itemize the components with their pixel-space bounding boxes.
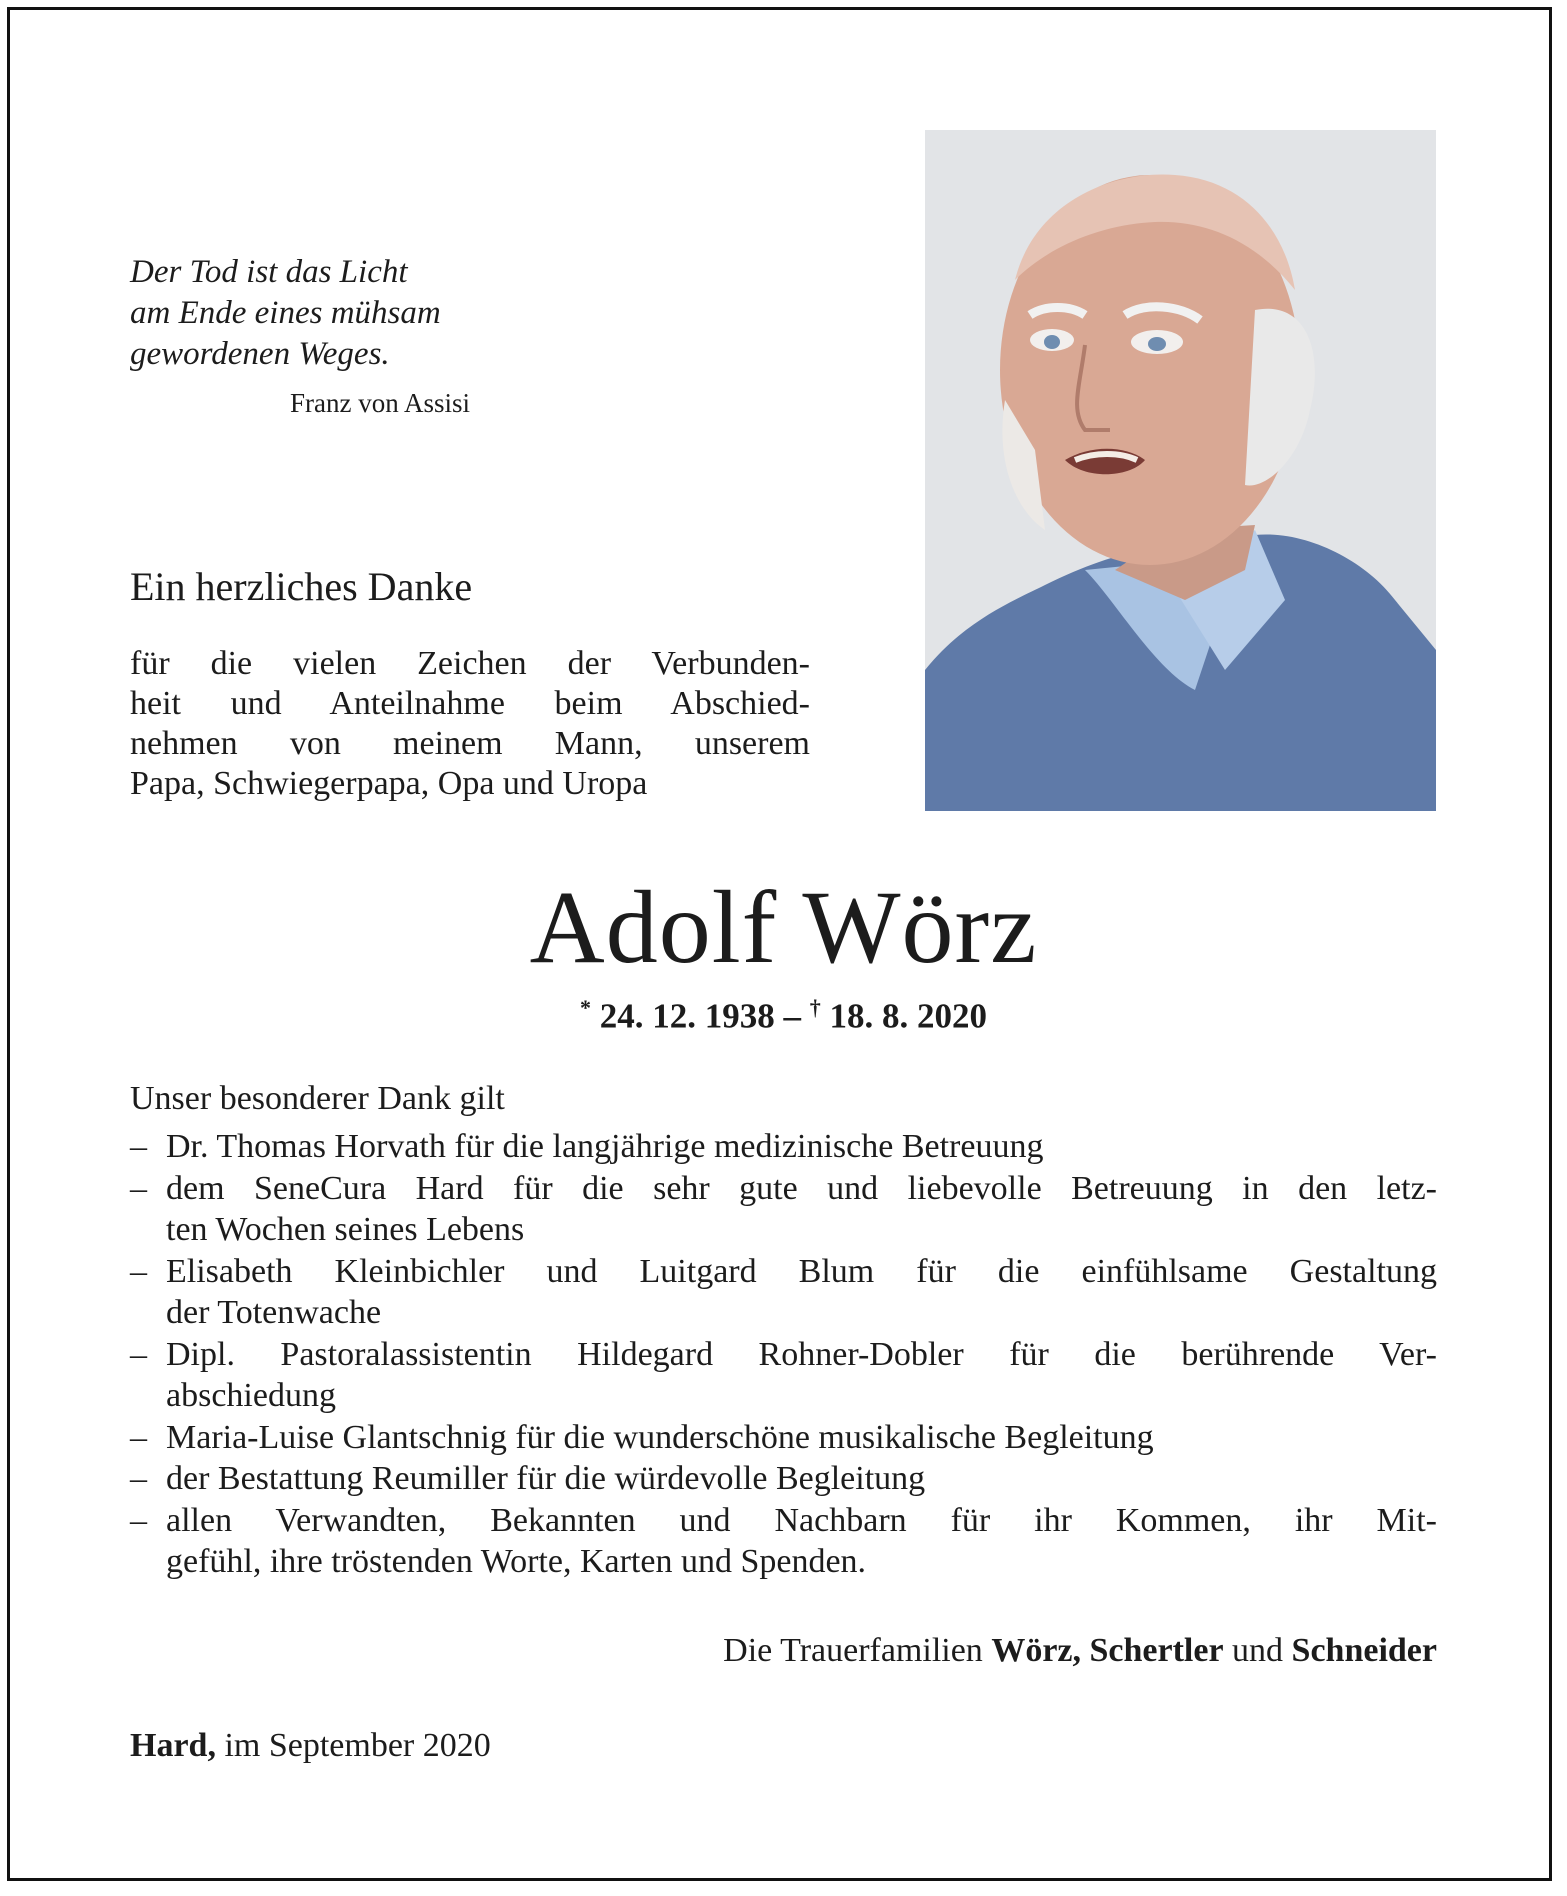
dash-bullet: – [130, 1252, 147, 1290]
list-item [130, 1251, 1437, 1334]
thanks-heading: Ein herzliches Danke [130, 564, 473, 609]
dash-bullet: – [130, 1128, 147, 1165]
family-name: Schneider [1291, 1632, 1437, 1669]
special-thanks-heading: Unser besonderer Dank gilt [130, 1080, 505, 1117]
thanks-line: Papa, Schwiegerpapa, Opa und Uropa [130, 765, 648, 802]
dash-bullet: – [130, 1501, 147, 1539]
place-date [130, 1727, 491, 1765]
special-thanks-list [130, 1126, 1437, 1583]
signature-joiner: und [1232, 1632, 1284, 1669]
thanks-line: heit und Anteilnahme beim Abschied- [130, 685, 810, 722]
death-date: 18. 8. 2020 [829, 996, 987, 1036]
list-item-line: dem SeneCura Hard für die sehr gute und liebevolle Betreuung in den letz- [166, 1169, 1437, 1207]
family-name: Wörz, [991, 1632, 1081, 1669]
list-item-line: Elisabeth Kleinbichler und Luitgard Blum für die einfühlsame Gestaltung [166, 1252, 1437, 1290]
dash-bullet: – [130, 1169, 147, 1207]
dash-bullet: – [130, 1335, 147, 1373]
family-signature [723, 1632, 1437, 1670]
list-item [130, 1334, 1437, 1417]
list-item-line: allen Verwandten, Bekannten und Nachbarn für ihr Kommen, ihr Mit- [166, 1501, 1437, 1539]
signature-prefix: Die Trauerfamilien [723, 1632, 983, 1669]
thanks-line: nehmen von meinem Mann, unserem [130, 725, 810, 762]
birth-date: 24. 12. 1938 [599, 996, 775, 1036]
list-item-line: ten Wochen seines Lebens [166, 1211, 525, 1248]
quote [130, 252, 550, 375]
dash-bullet: – [130, 1418, 147, 1456]
date-separator: – [774, 996, 810, 1036]
birth-symbol: * [580, 995, 591, 1020]
life-dates [0, 995, 1567, 1037]
list-item-line: Maria-Luise Glantschnig für die wunderschöne musikalische Begleitung [166, 1418, 1154, 1456]
date: im September 2020 [224, 1727, 491, 1764]
deceased-name: Adolf Wörz [529, 870, 1038, 985]
thanks-line: für die vielen Zeichen der Verbunden- [130, 645, 810, 682]
quote-line: gewordenen Weges. [130, 336, 390, 372]
portrait-photo [925, 130, 1436, 811]
family-name: Schertler [1089, 1632, 1224, 1669]
portrait-illustration [925, 130, 1436, 811]
list-item [130, 1126, 1437, 1168]
dash-bullet: – [130, 1460, 147, 1497]
list-item-line: gefühl, ihre tröstenden Worte, Karten und Spenden. [166, 1543, 867, 1580]
list-item [130, 1500, 1437, 1583]
place: Hard, [130, 1727, 216, 1764]
list-item-line: abschiedung [166, 1377, 336, 1414]
list-item-line: der Totenwache [166, 1294, 382, 1331]
list-item-line: Dr. Thomas Horvath für die langjährige medizinische Betreuung [166, 1128, 1044, 1165]
list-item-line: Dipl. Pastoralassistentin Hildegard Rohner-Dobler für die berührende Ver- [166, 1335, 1437, 1373]
list-item-line: der Bestattung Reumiller für die würdevolle Begleitung [166, 1460, 926, 1497]
quote-line: Der Tod ist das Licht [130, 254, 408, 290]
quote-line: am Ende eines mühsam [130, 295, 441, 331]
list-item [130, 1458, 1437, 1500]
list-item [130, 1168, 1437, 1251]
quote-author: Franz von Assisi [290, 388, 471, 418]
thanks-text [130, 644, 810, 804]
death-symbol: † [809, 995, 821, 1020]
list-item [130, 1417, 1437, 1459]
